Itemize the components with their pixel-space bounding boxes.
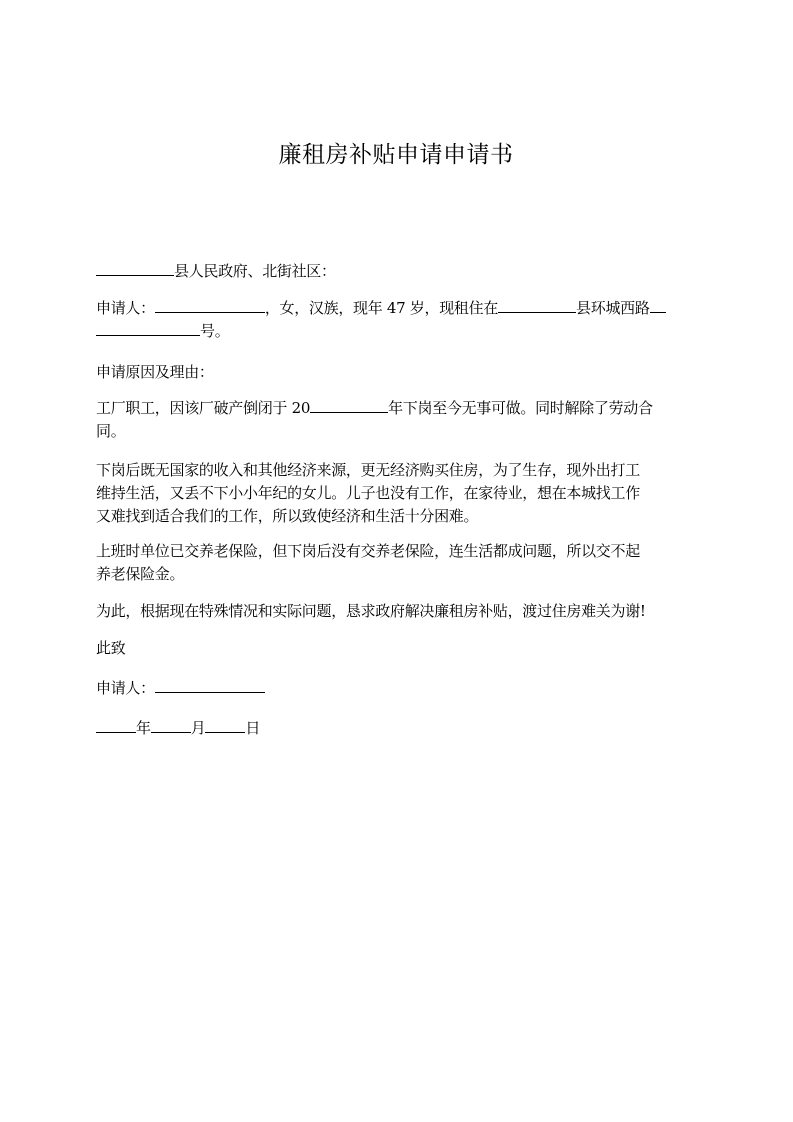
- salutation-text: 县人民政府、北街社区：: [174, 262, 336, 280]
- date-line: [96, 717, 696, 740]
- reason-2-line-1: 下岗后既无国家的收入和其他经济来源，更无经济购买住房，为了生存，现外出打工: [96, 461, 640, 479]
- house-number-blank: [96, 320, 200, 336]
- reason-paragraph-3: [96, 540, 696, 586]
- day-blank: [205, 717, 245, 733]
- reason-1-text-a: 工厂职工，因该厂破产倒闭于 20: [96, 399, 311, 417]
- applicant-details: ，女，汉族，现年 47 岁，现租住在: [264, 299, 499, 317]
- county-blank: [96, 260, 174, 276]
- reason-1-text-b: 年下岗至今无事可做。同时解除了劳动合: [388, 399, 653, 417]
- reason-paragraph-2: [96, 459, 696, 528]
- residence-county-blank: [498, 297, 576, 313]
- signature-label: 申请人：: [96, 679, 155, 697]
- house-number-blank-start: [650, 297, 666, 313]
- applicant-label: 申请人：: [96, 299, 155, 317]
- address-suffix: 号。: [200, 322, 230, 340]
- month-label: 月: [190, 719, 206, 737]
- reason-3-line-2: 养老保险金。: [96, 565, 185, 583]
- applicant-intro: [96, 297, 696, 343]
- salutation: [96, 260, 696, 283]
- applicant-name-blank: [155, 297, 265, 313]
- reason-2-line-2: 维持生活，又丢不下小小年纪的女儿。儿子也没有工作，在家待业，想在本城找工作: [96, 484, 640, 502]
- signature-line: [96, 677, 696, 700]
- reason-3-line-1: 上班时单位已交养老保险，但下岗后没有交养老保险，连生活都成问题，所以交不起: [96, 542, 640, 560]
- request-paragraph: 为此，根据现在特殊情况和实际问题，恳求政府解决廉租房补贴，渡过住房难关为谢!: [96, 602, 646, 620]
- month-blank: [151, 717, 191, 733]
- reason-1-line-2: 同。: [96, 422, 126, 440]
- closing-text: 此致: [96, 639, 126, 657]
- year-label: 年: [136, 719, 151, 737]
- signature-blank: [155, 677, 265, 693]
- reason-2-line-3: 又难找到适合我们的工作，所以致使经济和生活十分困难。: [96, 507, 479, 525]
- year-blank: [96, 717, 136, 733]
- document-title: 廉租房补贴申请申请书: [278, 142, 514, 168]
- address-street: 县环城西路: [576, 299, 650, 317]
- reason-heading: 申请原因及理由：: [96, 363, 214, 381]
- layoff-year-blank: [310, 397, 388, 413]
- reason-paragraph-1: [96, 397, 696, 443]
- day-label: 日: [245, 719, 261, 737]
